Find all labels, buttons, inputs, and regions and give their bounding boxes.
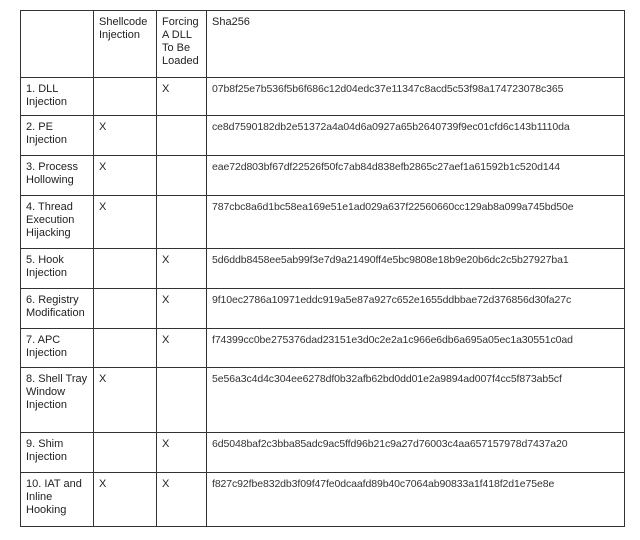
- sha256-cell: f74399cc0be275376dad23151e3d0c2e2a1c966e6db6a695a05ec1a30551c0ad: [207, 329, 625, 368]
- technique-cell: 2. PE Injection: [21, 116, 94, 156]
- shellcode-injection-cell: [94, 433, 157, 473]
- table-row: [21, 368, 625, 433]
- forcing-dll-cell: X: [157, 433, 207, 473]
- injection-techniques-table: [20, 10, 625, 527]
- technique-cell: 7. APC Injection: [21, 329, 94, 368]
- table-row: [21, 116, 625, 156]
- sha256-cell: 07b8f25e7b536f5b6f686c12d04edc37e11347c8acd5c53f98a174723078c365: [207, 78, 625, 116]
- header-row: [21, 11, 625, 78]
- shellcode-injection-cell: X: [94, 116, 157, 156]
- sha256-cell: 5d6ddb8458ee5ab99f3e7d9a21490ff4e5bc9808e18b9e20b6dc2c5b27927ba1: [207, 249, 625, 289]
- technique-cell: 6. Registry Modification: [21, 289, 94, 329]
- shellcode-injection-cell: [94, 78, 157, 116]
- forcing-dll-cell: X: [157, 249, 207, 289]
- forcing-dll-cell: [157, 196, 207, 249]
- sha256-cell: 6d5048baf2c3bba85adc9ac5ffd96b21c9a27d76003c4aa657157978d7437a20: [207, 433, 625, 473]
- forcing-dll-cell: X: [157, 329, 207, 368]
- table-row: [21, 433, 625, 473]
- forcing-dll-cell: X: [157, 289, 207, 329]
- shellcode-injection-cell: [94, 329, 157, 368]
- table-row: [21, 329, 625, 368]
- shellcode-injection-cell: X: [94, 196, 157, 249]
- table-row: [21, 473, 625, 527]
- forcing-dll-cell: X: [157, 78, 207, 116]
- technique-cell: 9. Shim Injection: [21, 433, 94, 473]
- table-row: [21, 156, 625, 196]
- header-shellcode-injection: Shellcode Injection: [94, 11, 157, 78]
- shellcode-injection-cell: X: [94, 156, 157, 196]
- forcing-dll-cell: [157, 116, 207, 156]
- shellcode-injection-cell: [94, 249, 157, 289]
- technique-cell: 8. Shell Tray Window Injection: [21, 368, 94, 433]
- forcing-dll-cell: [157, 156, 207, 196]
- technique-cell: 1. DLL Injection: [21, 78, 94, 116]
- forcing-dll-cell: X: [157, 473, 207, 527]
- header-technique: [21, 11, 94, 78]
- shellcode-injection-cell: X: [94, 473, 157, 527]
- sha256-cell: 787cbc8a6d1bc58ea169e51e1ad029a637f22560660cc129ab8a099a745bd50e: [207, 196, 625, 249]
- technique-cell: 4. Thread Execution Hijacking: [21, 196, 94, 249]
- technique-cell: 10. IAT and Inline Hooking: [21, 473, 94, 527]
- technique-cell: 3. Process Hollowing: [21, 156, 94, 196]
- forcing-dll-cell: [157, 368, 207, 433]
- table-row: [21, 289, 625, 329]
- sha256-cell: eae72d803bf67df22526f50fc7ab84d838efb2865c27aef1a61592b1c520d144: [207, 156, 625, 196]
- table-row: [21, 78, 625, 116]
- sha256-cell: ce8d7590182db2e51372a4a04d6a0927a65b2640739f9ec01cfd6c143b1110da: [207, 116, 625, 156]
- sha256-cell: 9f10ec2786a10971eddc919a5e87a927c652e1655ddbbae72d376856d30fa27c: [207, 289, 625, 329]
- technique-cell: 5. Hook Injection: [21, 249, 94, 289]
- header-forcing-dll: Forcing A DLL To Be Loaded: [157, 11, 207, 78]
- header-sha256: Sha256: [207, 11, 625, 78]
- sha256-cell: f827c92fbe832db3f09f47fe0dcaafd89b40c7064ab90833a1f418f2d1e75e8e: [207, 473, 625, 527]
- shellcode-injection-cell: [94, 289, 157, 329]
- table-row: [21, 196, 625, 249]
- sha256-cell: 5e56a3c4d4c304ee6278df0b32afb62bd0dd01e2a9894ad007f4cc5f873ab5cf: [207, 368, 625, 433]
- table-row: [21, 249, 625, 289]
- shellcode-injection-cell: X: [94, 368, 157, 433]
